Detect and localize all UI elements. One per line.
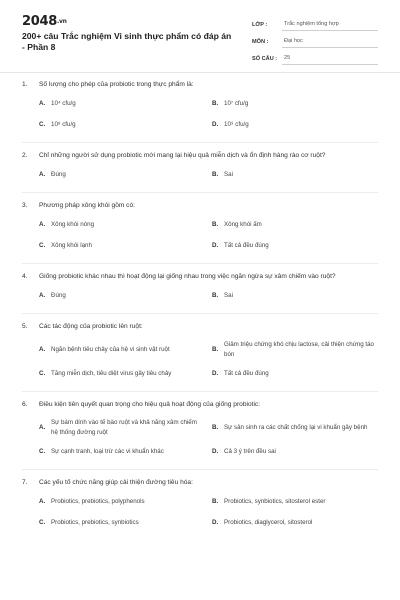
option-grid [39,98,378,140]
option-letter: A. [39,345,46,353]
page-title: 200+ câu Trắc nghiệm Vi sinh thực phẩm có đáp án - Phần 8 [22,31,232,52]
option-letter: C. [39,519,46,527]
option-text: Cả 3 ý trên đều sai [224,448,276,456]
option-c[interactable] [39,119,212,131]
header-divider [0,72,400,73]
option-a[interactable] [39,169,212,181]
option-a[interactable] [39,418,212,437]
option-letter: C. [39,242,46,250]
option-text: Sự bám dính vào tế bào ruột và khả năng xâm chiếm hệ thống đường ruột [51,419,197,436]
option-letter: D. [212,448,219,456]
option-text: 10⁸ cfu/g [51,121,76,129]
question-number: 5. [22,323,28,330]
option-d[interactable] [212,240,385,252]
meta-value: Đại học [282,38,378,48]
question-text: Chỉ những người sử dụng probiotic mới mang lại hiệu quả miễn dịch và ổn định hàng rào cơ ruột? [39,152,326,159]
page-header [0,0,400,72]
question-list [0,80,400,538]
meta-label: MÔN : [252,39,269,45]
option-a[interactable] [39,340,212,359]
option-text: 10⁷ cfu/g [224,100,249,108]
question-number: 3. [22,202,28,209]
option-letter: D. [212,242,219,250]
option-letter: B. [212,171,219,179]
option-letter: C. [39,370,46,378]
option-text: Sự sản sinh ra các chất chống lại vi khuẩn gây bệnh [224,423,368,431]
option-letter: B. [212,345,219,353]
question-divider [22,313,378,314]
question-text: Phương pháp xông khói gồm có: [39,202,135,209]
option-text: Sự cạnh tranh, loại trừ các vi khuẩn khác [51,448,164,456]
option-text: Probiotics, diaglycerol, sitosterol [224,519,313,527]
option-text: Tất cả đều đúng [224,370,269,378]
option-letter: D. [212,519,219,527]
option-text: Đúng [51,292,66,300]
question-1 [0,80,400,143]
meta-row-class [252,14,378,31]
option-letter: A. [39,498,46,506]
option-letter: A. [39,100,46,108]
option-letter: B. [212,423,219,431]
question-text: Các tác động của probiotic lên ruột: [39,323,143,330]
option-letter: D. [212,370,219,378]
question-text: Số lượng cho phép của probiotic trong thực phẩm là: [39,81,194,88]
question-number: 2. [22,152,28,159]
option-text: Đúng [51,171,66,179]
option-letter: B. [212,498,219,506]
option-b[interactable] [212,340,385,359]
option-grid [39,418,378,467]
option-text: Xông khói ấm [224,221,262,229]
option-d[interactable] [212,446,385,458]
option-grid [39,290,378,311]
option-letter: B. [212,100,219,108]
option-text: Probiotics, prebiotics, synbiotics [51,519,139,527]
logo-main: 2048 [22,14,57,29]
question-number: 1. [22,81,28,88]
option-text: Xông khói nóng [51,221,95,229]
option-text: Probiotics, synbiotics, sitosterol ester [224,498,326,506]
option-c[interactable] [39,446,212,458]
option-d[interactable] [212,517,385,529]
question-divider [22,192,378,193]
option-letter: C. [39,448,46,456]
option-b[interactable] [212,496,385,508]
option-d[interactable] [212,368,385,380]
option-a[interactable] [39,496,212,508]
option-letter: A. [39,171,46,179]
option-letter: A. [39,292,46,300]
question-text: Điều kiện tiên quyết quan trọng cho hiệu quả hoạt động của giống probiotic: [39,401,261,408]
question-divider [22,391,378,392]
option-letter: B. [212,221,219,229]
question-number: 6. [22,401,28,408]
option-text: Sai [224,292,233,300]
question-divider [22,142,378,143]
question-2 [0,151,400,193]
question-divider [22,469,378,470]
meta-value: 25 [282,55,378,65]
option-letter: A. [39,423,46,431]
meta-row-count [252,48,378,65]
option-text: Giảm triệu chứng khó chịu lactose, cải thiện chứng táo bón [224,341,374,358]
question-6 [0,400,400,470]
option-text: Tăng miễn dịch, tiêu diệt virus gây tiêu chảy [51,370,172,378]
question-4 [0,272,400,314]
option-a[interactable] [39,290,212,302]
option-letter: A. [39,221,46,229]
option-letter: D. [212,121,219,129]
option-grid [39,219,378,261]
question-divider [22,263,378,264]
option-letter: B. [212,292,219,300]
option-d[interactable] [212,119,385,131]
meta-label: LỚP : [252,22,268,28]
option-text: Probiotics, prebiotics, polyphenols [51,498,145,506]
question-text: Các yếu tố chức năng giúp cải thiện đường tiêu hóa: [39,479,193,486]
option-letter: C. [39,121,46,129]
option-grid [39,496,378,538]
question-3 [0,201,400,264]
option-a[interactable] [39,98,212,110]
option-text: Sai [224,171,233,179]
question-number: 4. [22,273,28,280]
meta-value: Trắc nghiệm tổng hợp [282,21,378,31]
option-c[interactable] [39,240,212,252]
option-b[interactable] [212,418,385,437]
option-text: Xông khói lạnh [51,242,92,250]
option-text: 10⁹ cfu/g [224,121,249,129]
option-b[interactable] [212,98,385,110]
logo-tld: .vn [56,18,67,25]
option-grid [39,340,378,389]
option-b[interactable] [212,219,385,231]
option-grid [39,169,378,190]
option-c[interactable] [39,368,212,380]
option-text: Ngăn bệnh tiêu chảy của hệ vi sinh vật ruột [51,345,170,353]
option-b[interactable] [212,290,385,302]
meta-label: SỐ CÂU : [252,56,278,62]
option-text: 10⁴ cfu/g [51,100,76,108]
question-5 [0,322,400,392]
option-text: Tất cả đều đúng [224,242,269,250]
option-c[interactable] [39,517,212,529]
meta-row-subject [252,31,378,48]
option-b[interactable] [212,169,385,181]
question-7 [0,478,400,538]
meta-table [252,14,378,65]
question-text: Giống probiotic khác nhau thì hoạt động lại giống nhau trong việc ngăn ngừa sự xâm chiếm vào ruột? [39,273,336,280]
question-number: 7. [22,479,28,486]
site-logo[interactable] [22,14,67,29]
option-a[interactable] [39,219,212,231]
